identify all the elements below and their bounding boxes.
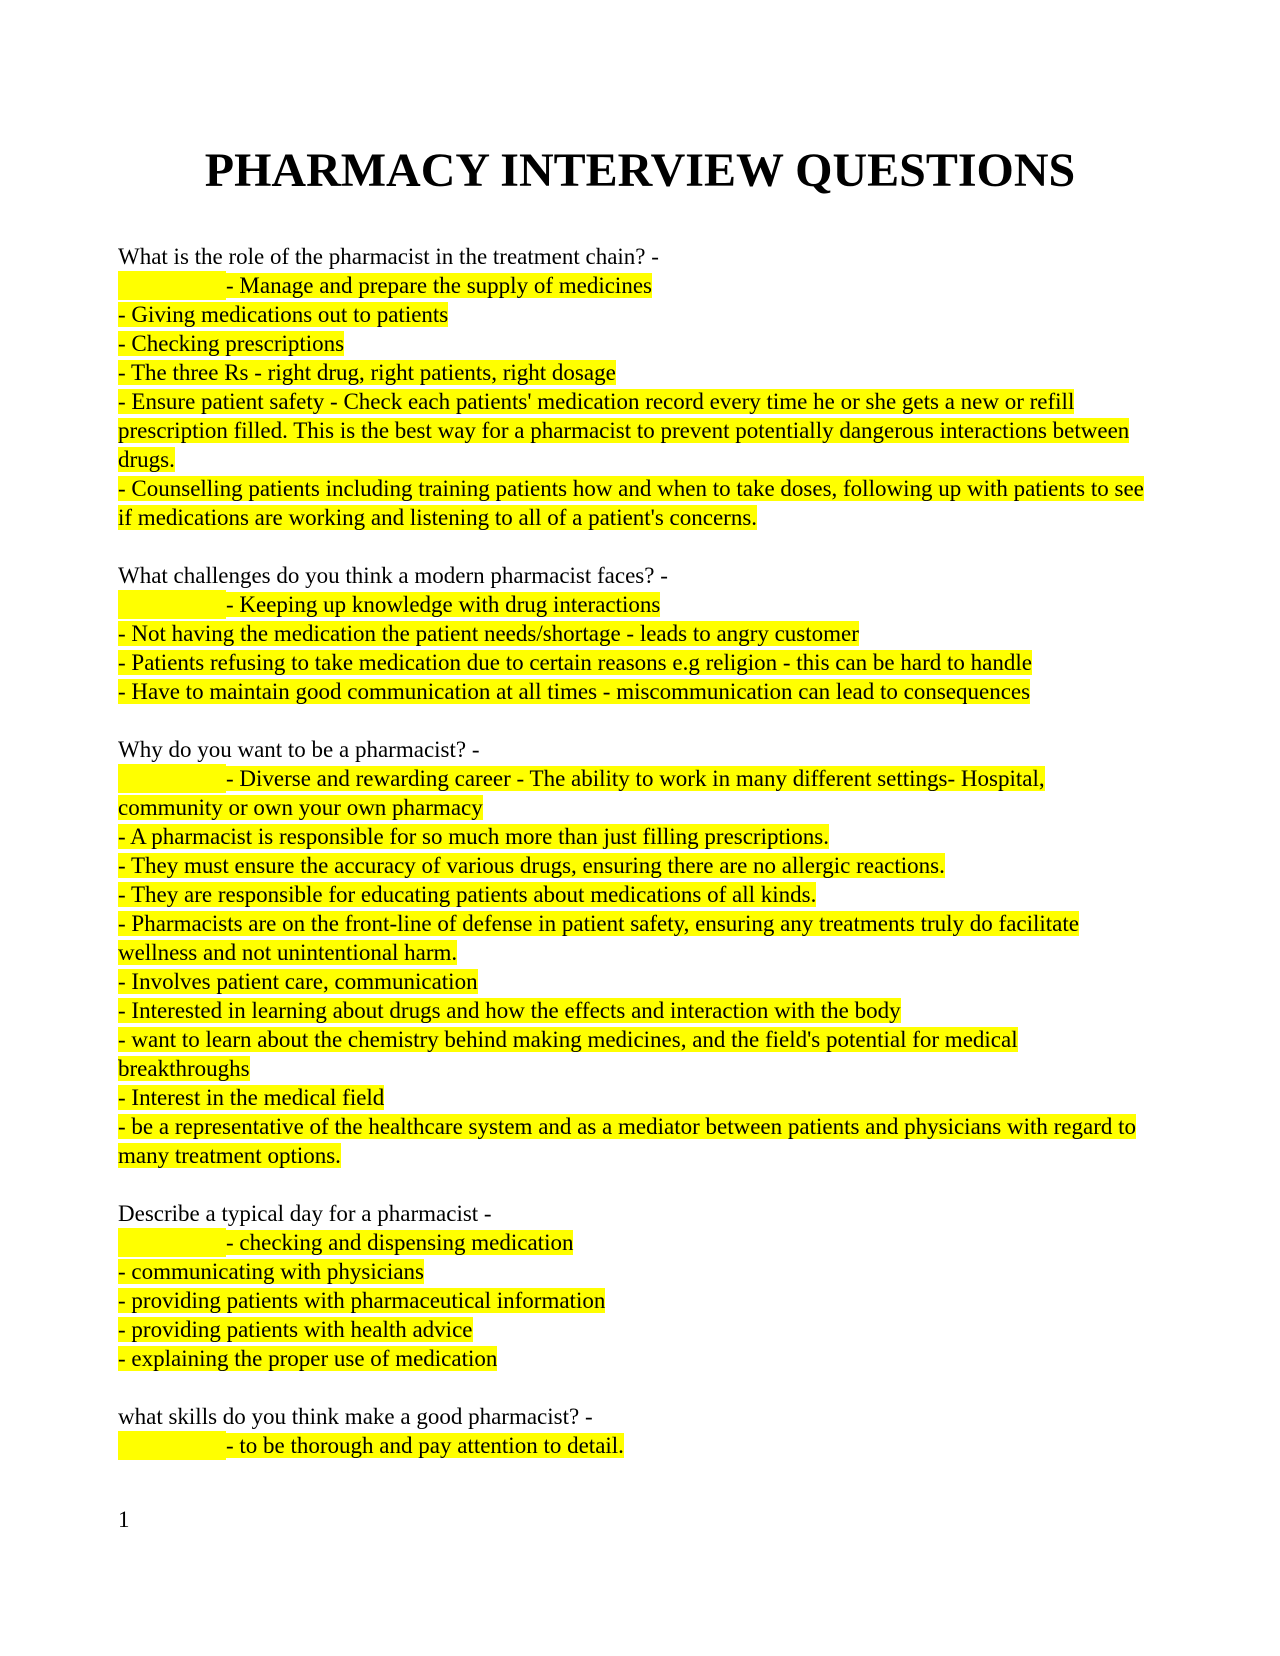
highlighted-answer: - want to learn about the chemistry behind making medicines, and the field's potential for medical breakthroughs — [118, 1027, 1018, 1081]
document-body — [118, 242, 1148, 1489]
answer-list — [118, 1431, 1148, 1460]
answer-line — [118, 300, 1148, 329]
answer-line — [118, 648, 1148, 677]
answer-list — [118, 764, 1148, 1170]
answer-line — [118, 996, 1148, 1025]
question-text: Describe a typical day for a pharmacist - — [118, 1201, 492, 1226]
indent-highlight — [118, 764, 226, 793]
qa-section — [118, 1402, 1148, 1460]
highlighted-answer: - providing patients with health advice — [118, 1317, 473, 1342]
highlighted-answer: - checking and dispensing medication — [226, 1230, 574, 1255]
highlighted-answer: - explaining the proper use of medication — [118, 1346, 498, 1371]
answer-line — [118, 909, 1148, 967]
answer-line — [118, 764, 1148, 822]
answer-list — [118, 590, 1148, 706]
highlighted-answer: - Not having the medication the patient needs/shortage - leads to angry customer — [118, 621, 859, 646]
answer-line — [118, 590, 1148, 619]
page-number: 1 — [118, 1507, 130, 1532]
highlighted-answer: - Counselling patients including training patients how and when to take doses, following up with patients to see if medications are working and listening to all of a patient's concerns. — [118, 476, 1144, 530]
answer-line — [118, 358, 1148, 387]
answer-line — [118, 619, 1148, 648]
answer-line — [118, 880, 1148, 909]
answer-line — [118, 677, 1148, 706]
highlighted-answer: - Ensure patient safety - Check each patients' medication record every time he or she gets a new or refill prescription filled. This is the best way for a pharmacist to prevent potentially dangerous interactions between drugs. — [118, 389, 1130, 472]
page-title: PHARMACY INTERVIEW QUESTIONS — [204, 144, 1076, 197]
highlighted-answer: - be a representative of the healthcare system and as a mediator between patients and physicians with regard to many treatment options. — [118, 1114, 1136, 1168]
highlighted-answer: - Interested in learning about drugs and how the effects and interaction with the body — [118, 998, 901, 1023]
highlighted-answer: - Pharmacists are on the front-line of defense in patient safety, ensuring any treatments truly do facilitate wellness and not unintentional harm. — [118, 911, 1079, 965]
indent-highlight — [118, 1228, 226, 1257]
highlighted-answer: - Manage and prepare the supply of medicines — [226, 273, 652, 298]
highlighted-answer: - communicating with physicians — [118, 1259, 424, 1284]
answer-line — [118, 1228, 1148, 1257]
answer-line — [118, 1025, 1148, 1083]
answer-list — [118, 1228, 1148, 1373]
highlighted-answer: - Keeping up knowledge with drug interactions — [226, 592, 661, 617]
qa-section — [118, 242, 1148, 532]
question-text: what skills do you think make a good pharmacist? - — [118, 1404, 593, 1429]
answer-line — [118, 1286, 1148, 1315]
answer-line — [118, 1344, 1148, 1373]
answer-line — [118, 1315, 1148, 1344]
qa-section — [118, 735, 1148, 1170]
highlighted-answer: - Have to maintain good communication at all times - miscommunication can lead to consequences — [118, 679, 1031, 704]
answer-line — [118, 1257, 1148, 1286]
highlighted-answer: - Involves patient care, communication — [118, 969, 478, 994]
highlighted-answer: - A pharmacist is responsible for so much more than just filling prescriptions. — [118, 824, 829, 849]
indent-highlight — [118, 590, 226, 619]
answer-line — [118, 967, 1148, 996]
answer-line — [118, 1112, 1148, 1170]
question-text: What challenges do you think a modern pharmacist faces? - — [118, 563, 668, 588]
highlighted-answer: - They are responsible for educating patients about medications of all kinds. — [118, 882, 817, 907]
answer-line — [118, 271, 1148, 300]
highlighted-answer: - providing patients with pharmaceutical information — [118, 1288, 606, 1313]
question-text: What is the role of the pharmacist in the treatment chain? - — [118, 244, 659, 269]
highlighted-answer: - Patients refusing to take medication due to certain reasons e.g religion - this can be hard to handle — [118, 650, 1032, 675]
highlighted-answer: - Diverse and rewarding career - The ability to work in many different settings- Hospital, community or own your own pharmacy — [118, 766, 1045, 820]
answer-line — [118, 1083, 1148, 1112]
indent-highlight — [118, 271, 226, 300]
answer-line — [118, 851, 1148, 880]
question-text: Why do you want to be a pharmacist? - — [118, 737, 480, 762]
answer-line — [118, 387, 1148, 474]
highlighted-answer: - The three Rs - right drug, right patients, right dosage — [118, 360, 616, 385]
answer-line — [118, 329, 1148, 358]
answer-line — [118, 822, 1148, 851]
answer-line — [118, 474, 1148, 532]
qa-section — [118, 1199, 1148, 1373]
answer-list — [118, 271, 1148, 532]
answer-line — [118, 1431, 1148, 1460]
indent-highlight — [118, 1431, 226, 1460]
highlighted-answer: - to be thorough and pay attention to detail. — [226, 1433, 624, 1458]
highlighted-answer: - They must ensure the accuracy of various drugs, ensuring there are no allergic reactions. — [118, 853, 945, 878]
highlighted-answer: - Checking prescriptions — [118, 331, 345, 356]
highlighted-answer: - Interest in the medical field — [118, 1085, 385, 1110]
highlighted-answer: - Giving medications out to patients — [118, 302, 449, 327]
qa-section — [118, 561, 1148, 706]
